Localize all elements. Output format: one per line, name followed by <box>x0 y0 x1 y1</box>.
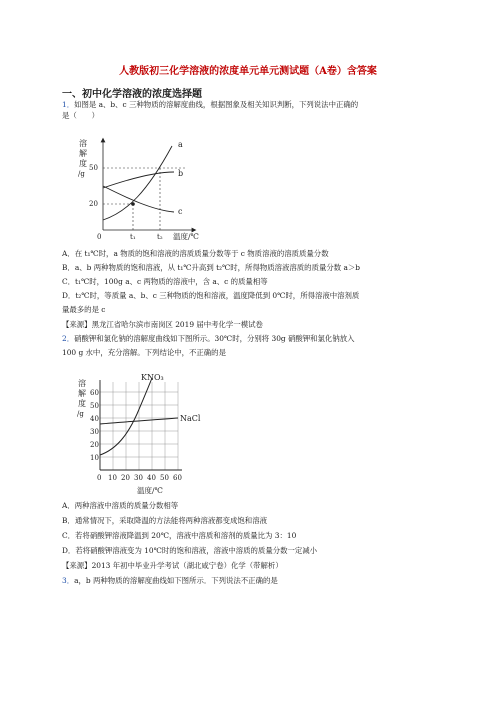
q1-number: 1． <box>62 100 75 109</box>
q2-ytick: 30 <box>90 428 99 436</box>
q1-ylabel-char: /g <box>78 170 85 178</box>
q1-option-c: C．t₁℃时，100g a、c 两物质的溶液中，含 a、c 的质量相等 <box>62 277 268 286</box>
q2-ylabel-char: 解 <box>78 389 86 398</box>
q3-stem-line1 <box>62 576 278 586</box>
q2-stem-line2: 100 g 水中，充分溶解。下列结论中，不正确的是 <box>62 348 226 357</box>
q2-ytick: 20 <box>90 441 99 449</box>
q1-label-c: c <box>178 207 183 216</box>
q1-xtick: 0 <box>97 233 102 241</box>
q3-stem-text: a，b 两种物质的溶解度曲线如下图所示．下列说法不正确的是 <box>74 576 278 585</box>
q2-option-a: A．两种溶液中溶质的质量分数相等 <box>62 501 179 510</box>
q2-xtick: 10 <box>108 474 117 482</box>
q1-ylabel-char: 度 <box>79 159 87 168</box>
q1-option-a: A．在 t₁℃时，a 物质的饱和溶液的溶质质量分数等于 c 物质溶液的溶质质量分数 <box>62 249 329 258</box>
q2-option-d: D．若将硝酸钾溶液变为 10℃时的饱和溶液，溶液中溶质的质量分数一定减小 <box>62 546 318 555</box>
q2-grid <box>100 382 178 470</box>
q2-stem-text: 硝酸钾和氯化钠的溶解度曲线如下图所示。30℃时，分别将 30g 硝酸钾和氯化钠放入 <box>74 334 355 343</box>
q1-label-b: b <box>178 169 184 178</box>
q1-curve-b <box>103 172 174 188</box>
q2-solubility-graph <box>62 368 222 500</box>
q2-xtick: 0 <box>97 474 102 482</box>
q1-label-a: a <box>178 140 183 149</box>
q2-label-nacl: NaCl <box>180 414 201 423</box>
q1-source: 【来源】黑龙江省哈尔滨市南岗区 2019 届中考化学一模试卷 <box>62 320 263 329</box>
q2-ytick: 10 <box>90 454 99 462</box>
q2-xtick: 30 <box>134 474 143 482</box>
q1-option-b: B．a、b 两种物质的饱和溶液，从 t₁℃升高到 t₂℃时，所得物质溶液溶质的质量分数 a＞b <box>62 263 361 272</box>
q1-curve-c <box>103 186 174 212</box>
q1-solubility-graph <box>62 132 222 248</box>
q1-ylabel-char: 解 <box>79 149 87 158</box>
q1-intersection-point <box>131 202 135 206</box>
page-title: 人教版初三化学溶液的浓度单元单元测试题（A卷）含答案 <box>119 66 377 77</box>
q2-option-b: B．通常情况下，采取降温的方法能将两种溶液都变成饱和溶液 <box>62 516 267 525</box>
q2-xtick: 20 <box>121 474 130 482</box>
q1-xlabel: 温度/℃ <box>173 232 199 241</box>
q2-ylabel-char: 度 <box>78 399 86 408</box>
q2-stem-line1 <box>62 334 355 344</box>
q1-ytick: 20 <box>89 200 98 208</box>
q2-number: 2． <box>62 334 75 343</box>
q2-ytick: 40 <box>90 415 99 423</box>
q1-stem-line1 <box>62 100 358 110</box>
q1-stem-line2: 是（ ） <box>62 111 99 120</box>
q1-curve-a <box>103 146 172 220</box>
q1-ylabel-char: 溶 <box>79 139 87 148</box>
q1-ylabel <box>78 138 87 178</box>
q1-xtick: t₂ <box>157 233 163 241</box>
q2-ylabel-char: 溶 <box>78 379 86 388</box>
q1-option-d-cont: 量最多的是 c <box>62 305 106 314</box>
q1-ytick: 50 <box>89 164 98 172</box>
q2-label-kno3: KNO₃ <box>141 373 164 382</box>
q2-option-c: C．若将硝酸钾溶液降温到 20℃，溶液中溶质和溶剂的质量比为 3：10 <box>62 531 297 540</box>
section-heading: 一、初中化学溶液的浓度选择题 <box>62 89 202 100</box>
q1-xtick: t₁ <box>130 233 136 241</box>
q2-ylabel <box>77 378 86 418</box>
q2-xlabel: 温度/℃ <box>137 486 163 495</box>
q1-option-d: D．t₂℃时，等质量 a、b、c 三种物质的饱和溶液，温度降低到 0℃时，所得溶液中溶剂质 <box>62 291 360 300</box>
q3-number: 3． <box>62 576 75 585</box>
q2-ytick: 50 <box>90 402 99 410</box>
q2-ytick: 60 <box>90 389 99 397</box>
q2-xtick: 40 <box>147 474 156 482</box>
q1-stem-text: 如图是 a、b、c 三种物质的溶解度曲线，根据图象及相关知识判断，下列说法中正确的 <box>74 100 359 109</box>
q2-source: 【来源】2013 年初中毕业升学考试（湖北咸宁卷）化学（带解析） <box>62 561 283 570</box>
q2-xtick: 60 <box>173 474 182 482</box>
q2-ylabel-char: /g <box>77 410 84 418</box>
q2-xtick: 50 <box>160 474 169 482</box>
